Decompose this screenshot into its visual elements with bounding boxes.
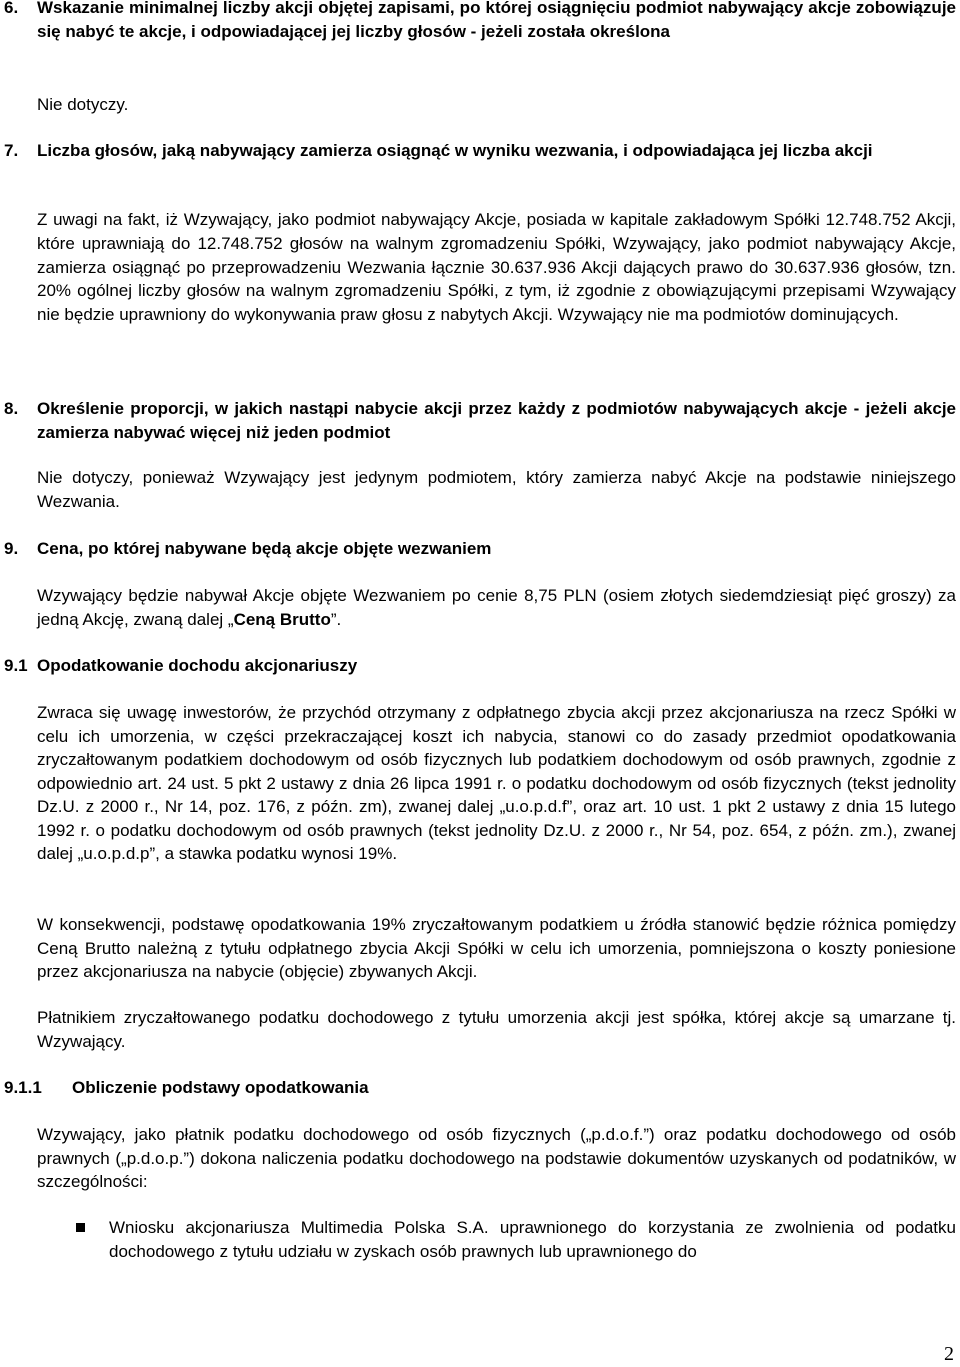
section-9-1-1-number: 9.1.1 (4, 1078, 42, 1097)
section-9-text-after: ”. (330, 609, 342, 629)
section-8-heading: Określenie proporcji, w jakich nastąpi nabycie akcji przez każdy z podmiotów nabywających akcje - jeżeli akcje zamierza nabywać więcej niż jeden podmiot (37, 399, 956, 442)
section-9-1-1-para-1: Wzywający, jako płatnik podatku dochodowego od osób fizycznych („p.d.o.f.”) oraz podatku dochodowego od osób prawnych („p.d.o.p.”) dokona naliczenia podatku dochodowego na podstawie dokumentów uzyskanych od podatników, w szczególności: (37, 1125, 956, 1191)
section-9-1-para-1: Zwraca się uwagę inwestorów, że przychód otrzymany z odpłatnego zbycia akcji przez akcjonariusza na rzecz Spółki w celu ich umorzenia, w części przekraczającej koszt ich nabycia, stanowi co do zasady przedmiot opodatkowania zryczałtowanym podatkiem dochodowym od osób fizycznych lub podatkiem dochodowym od osób prawnych, zgodnie z odpowiednio art. 24 ust. 5 pkt 2 ustawy z dnia 26 lipca 1991 r. o podatku dochodowym od osób fizycznych (tekst jednolity Dz.U. z 2000 r., Nr 14, poz. 176, z późn. zm), zwanej dalej „u.o.p.d.f”, oraz art. 10 ust. 1 pkt 2 ustawy z dnia 15 lutego 1992 r. o podatku dochodowym od osób prawnych (tekst jednolity Dz.U. z 2000 r., Nr 54, poz. 654, z późn. zm.), zwanej dalej „u.o.p.d.p”, a stawka podatku wynosi 19%. (37, 703, 956, 863)
cena-brutto-term: Ceną Brutto (233, 609, 331, 629)
section-7-text: Z uwagi na fakt, iż Wzywający, jako podmiot nabywający Akcje, posiada w kapitale zakładowym Spółki 12.748.752 Akcji, które uprawniają do 12.748.752 głosów na walnym zgromadzeniu Spółki, Wzywający, jako podmiot nabywający Akcje, zamierza osiągnąć po przeprowadzeniu Wezwania łącznie 30.637.936 Akcji dających prawo do 30.637.936 głosów, tzn. 20% ogólnej liczby głosów na walnym zgromadzeniu Spółki, z tym, iż zgodnie z obowiązującymi przepisami Wzywający nie będzie uprawniony do wykonywania praw głosu z nabytych Akcji. Wzywający nie ma podmiotów dominujących. (37, 210, 956, 325)
section-8-number: 8. (4, 399, 19, 418)
section-9-number: 9. (4, 539, 19, 558)
section-9-text-before: Wzywający będzie nabywał Akcje objęte Wezwaniem po cenie 8,75 PLN (osiem złotych siedemdziesiąt pięć groszy) za jedną Akcję, zwaną dalej „ (37, 586, 956, 629)
section-7-number: 7. (4, 141, 19, 160)
section-9-heading: Cena, po której nabywane będą akcje objęte wezwaniem (37, 539, 492, 558)
section-9-1-1-heading: Obliczenie podstawy opodatkowania (72, 1078, 369, 1097)
bullet-item-1: Wniosku akcjonariusza Multimedia Polska S.A. uprawnionego do korzystania ze zwolnienia od podatku dochodowego z tytułu udziału w zyskach osób prawnych lub uprawnionego do (109, 1218, 956, 1261)
section-9-1-para-2: W konsekwencji, podstawę opodatkowania 19% zryczałtowanym podatkiem u źródła stanowić będzie różnica pomiędzy Ceną Brutto należną z tytułu odpłatnego zbycia Akcji Spółki w celu ich umorzenia, pomniejszona o koszty poniesione przez akcjonariusza na nabycie (objęcie) zbywanych Akcji. (37, 915, 956, 981)
section-6-text: Nie dotyczy. (37, 95, 129, 114)
page-number: 2 (944, 1343, 954, 1365)
section-6-heading: Wskazanie minimalnej liczby akcji objętej zapisami, po której osiągnięciu podmiot nabywający akcje zobowiązuje się nabyć te akcje, i odpowiadającej jej liczby głosów - jeżeli została określona (37, 0, 956, 41)
section-9-1-para-3: Płatnikiem zryczałtowanego podatku dochodowego z tytułu umorzenia akcji jest spółka, której akcje są umarzane tj. Wzywający. (37, 1008, 956, 1051)
section-9-1-number: 9.1 (4, 656, 28, 675)
section-6-number: 6. (4, 0, 19, 17)
section-9-1-heading: Opodatkowanie dochodu akcjonariuszy (37, 656, 358, 675)
section-9-text (37, 584, 956, 631)
section-8-text: Nie dotyczy, ponieważ Wzywający jest jedynym podmiotem, który zamierza nabyć Akcje na podstawie niniejszego Wezwania. (37, 468, 956, 511)
square-bullet-icon (76, 1223, 85, 1232)
section-7-heading: Liczba głosów, jaką nabywający zamierza osiągnąć w wyniku wezwania, i odpowiadająca jej liczba akcji (37, 141, 873, 160)
